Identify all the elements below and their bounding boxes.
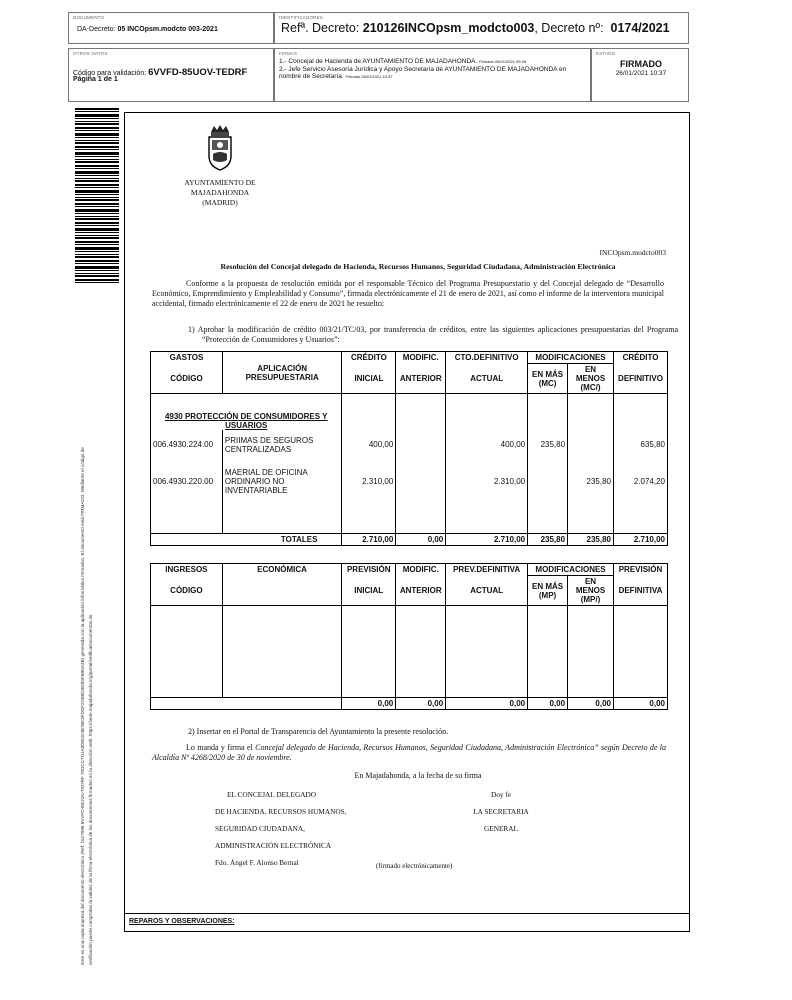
resolution-title: Resolución del Concejal delegado de Hacienda, Recursos Humanos, Seguridad Ciudadana, Administración Electrónica [220,262,616,271]
codigo-header: CÓDIGO [151,576,223,606]
decreto-reference: Refª. Decreto: 210126INCOpsm_modcto003, Decreto nº: 0174/2021 [281,21,670,35]
signature-left: EL CONCEJAL DELEGADO DE HACIENDA, RECURSOS HUMANOS, SEGURIDAD CIUDADANA, ADMINISTRACIÓN ELECTRÓNICA Fdo. Ángel F. Alonso Bernal [215,790,347,867]
reparos-label: REPAROS Y OBSERVACIONES: [129,918,235,925]
prevision-header: PREVISIÓN [342,564,396,576]
gastos-header: GASTOS [151,352,223,364]
en-mas-header: EN MÁS (MP) [528,576,568,606]
header-otros-datos-box [68,48,274,102]
point-2: 2) Insertar en el Portal de Transparencia del Ayuntamiento la presente resolución. [188,727,449,736]
table-row: 006.4930.220.00 MAERIAL DE OFICINA ORDINARIO NO INVENTARIABLE 2.310,00 2.310,00 235,80 2.074,20 [151,460,668,504]
ingresos-table [150,563,668,710]
prev-definitiva-header: PREV.DEFINITIVA [446,564,528,576]
table-row: 006.4930.224.00 PRIIMAS DE SEGUROS CENTRALIZADAS 400,00 400,00 235,80 635,80 [151,430,668,460]
side-verification-text-2: verificación puede comprobar la validez de la firma electrónica de los documentos firmados en la dirección web: https://sede.majadahonda.org/portal/verificaDocumentos.do [88,614,93,965]
economica-header: ECONÓMICA [222,564,341,576]
inicial-header: INICIAL [342,576,396,606]
vertical-barcode [75,108,119,283]
doc-reference: INCOpsm.modcto003 [599,248,666,257]
firma-2: 2.- Jefe Servicio Asesoría Jurídica y Apoyo Secretaría de AYUNTAMIENTO DE MAJADAHONDA en nombre de Secretaría. Firmado 26/01/2021 10:37 [279,65,567,80]
header-firmas-box [274,48,591,102]
pagina-indicator: Página 1 de 1 [73,76,118,83]
coat-of-arms-icon [205,124,235,172]
point-1: 1) Aprobar la modificación de crédito 003/21/TC/03, por transferencia de créditos, entre las siguientes aplicaciones presupuestarias del Programa “Protección de Consumidores y Usuarios”: [188,325,678,344]
anterior-header: ANTERIOR [396,576,446,606]
codigo-validacion: Código para validación: 6VVFD-85UOV-TEDRF [73,67,248,78]
definitiva-header: DEFINITIVA [613,576,667,606]
definitivo-header: DEFINITIVO [613,364,667,394]
firmado-electronicamente: (firmado electrónicamente) [376,862,453,870]
credito-header: CRÉDITO [342,352,396,364]
gastos-table [150,351,668,546]
actual-header: ACTUAL [446,576,528,606]
cto-definitivo-header: CTO.DEFINITIVO [446,352,528,364]
firmas-list [279,58,587,81]
anterior-header: ANTERIOR [396,364,446,394]
section-4930: 4930 PROTECCIÓN DE CONSUMIDORES Y USUARIOS [151,394,342,430]
documento-label: DOCUMENTO [73,15,105,20]
en-menos-header: EN MENOS (MC/) [568,364,614,394]
modific-header: MODIFIC. [396,352,446,364]
en-mas-header: EN MÁS (MC) [528,364,568,394]
header-documento-box [68,12,274,44]
header-estado-box [591,48,689,102]
side-verification-text-1: Este es una copia impresa del documento electrónico (Ref: 1627996 6VVFD-85UOV-TEDRF 70DCC7D1A8D8CE4B76E3FDDF2D5BD3EB3F6B5A3B) generada con la aplicación informática Firmadoc. El documento está FIRMADO. Mediante el código de [80,447,85,965]
modific-header: MODIFIC. [396,564,446,576]
estado-value: FIRMADO [620,59,662,69]
logo-text: AYUNTAMIENTO DE MAJADAHONDA (MADRID) [184,178,256,207]
codigo-header: CÓDIGO [151,364,223,394]
firma-1: 1.- Concejal de Hacienda de AYUNTAMIENTO DE MAJADAHONDA. Firmado 26/01/2021 09:28 [279,58,527,65]
estado-date: 26/01/2021 10:37 [615,70,667,77]
estado-label: ESTADO [596,51,616,56]
firmas-label: FIRMAS [279,51,298,56]
inicial-header: INICIAL [342,364,396,394]
gastos-totales-row: TOTALES 2.710,00 0,00 2.710,00 235,80 235,80 2.710,00 [151,534,668,546]
en-menos-header: EN MENOS (MP/) [568,576,614,606]
fecha-firma: En Majadahonda, a la fecha de su firma [354,771,482,780]
reparos-box [124,913,690,932]
aplicacion-header: APLICACIÓN PRESUPUESTARIA [222,352,342,394]
identificadores-label: IDENTIFICADORES [279,15,324,20]
header-identificadores-box [274,12,689,44]
otros-datos-label: OTROS DATOS [73,51,108,56]
prevision-def-header: PREVISIÓN [613,564,667,576]
actual-header: ACTUAL [446,364,528,394]
documento-value: DA-Decreto: 05 INCOpsm.modcto 003-2021 [77,26,218,33]
signature-right: Doy fe LA SECRETARIA GENERAL [473,790,529,833]
paragraph-manda: Lo manda y firma el Concejal delegado de Hacienda, Recursos Humanos, Seguridad Ciudadana, Administración Electrónica” según Decreto de la Alcaldía Nº 4268/2020 de 30 de noviembre. [152,743,666,762]
ingresos-header: INGRESOS [151,564,223,576]
paragraph-conforme: Conforme a la propuesta de resolución emitida por el responsable Técnico del Programa Presupuestario y del Concejal delegado de “Desarrollo Económico, Emprendimiento y Empleabilidad y Consumo”, firmada electrónicamente el 21 de enero de 2021, así como el informe de la interventora municipal accidental, firmado electrónicamente el 22 de enero de 2021 he resuelto: [152,279,664,308]
modificaciones-header: MODIFICACIONES [528,352,614,364]
credito-def-header: CRÉDITO [613,352,667,364]
ingresos-totales-row: 0,00 0,00 0,00 0,00 0,00 0,00 [151,698,668,710]
modificaciones-header: MODIFICACIONES [528,564,614,576]
